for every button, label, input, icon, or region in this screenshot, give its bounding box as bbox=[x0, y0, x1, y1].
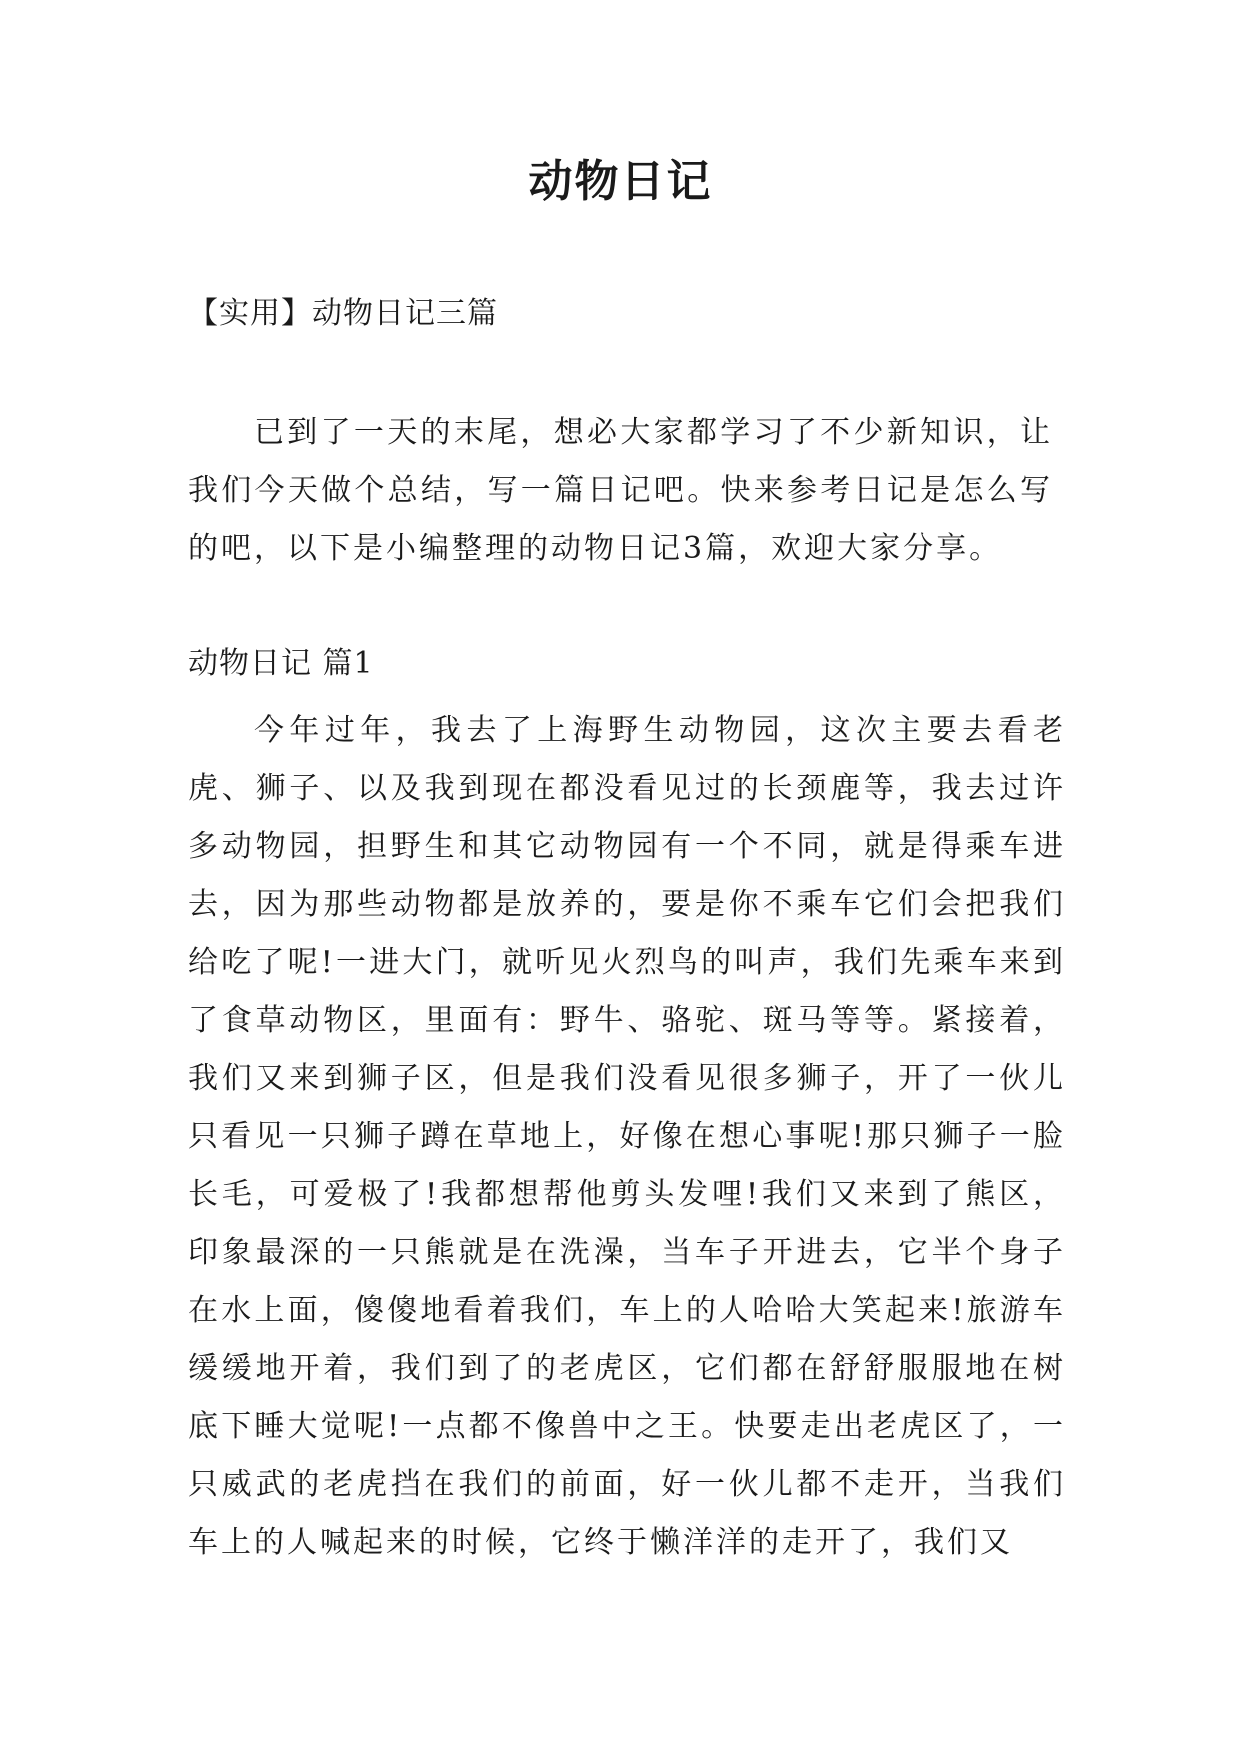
document-subtitle: 【实用】动物日记三篇 bbox=[188, 296, 498, 331]
page-title: 动物日记 bbox=[528, 156, 713, 207]
section-heading: 动物日记 篇1 bbox=[188, 646, 374, 681]
intro-paragraph: 已到了一天的末尾，想必大家都学习了不少新知识，让我们今天做个总结，写一篇日记吧。快来参考日记是怎么写的吧，以下是小编整理的动物日记3篇，欢迎大家分享。 bbox=[188, 415, 1053, 566]
section-body-paragraph: 今年过年，我去了上海野生动物园，这次主要去看老虎、狮子、以及我到现在都没看见过的长颈鹿等，我去过许多动物园，担野生和其它动物园有一个不同，就是得乘车进去，因为那些动物都是放养的，要是你不乘车它们会把我们给吃了呢!一进大门，就听见火烈鸟的叫声，我们先乘车来到了食草动物区，里面有：野牛、骆驼、斑马等等。紧接着，我们又来到狮子区，但是我们没看见很多狮子，开了一伙儿只看见一只狮子蹲在草地上，好像在想心事呢!那只狮子一脸长毛，可爱极了!我都想帮他剪头发哩!我们又来到了熊区，印象最深的一只熊就是在洗澡，当车子开进去，它半个身子在水上面，傻傻地看着我们，车上的人哈哈大笑起来!旅游车缓缓地开着，我们到了的老虎区，它们都在舒舒服服地在树底下睡大觉呢!一点都不像兽中之王。快要走出老虎区了，一只威武的老虎挡在我们的前面，好一伙儿都不走开，当我们车上的人喊起来的时候，它终于懒洋洋的走开了，我们又 bbox=[188, 713, 1066, 1560]
